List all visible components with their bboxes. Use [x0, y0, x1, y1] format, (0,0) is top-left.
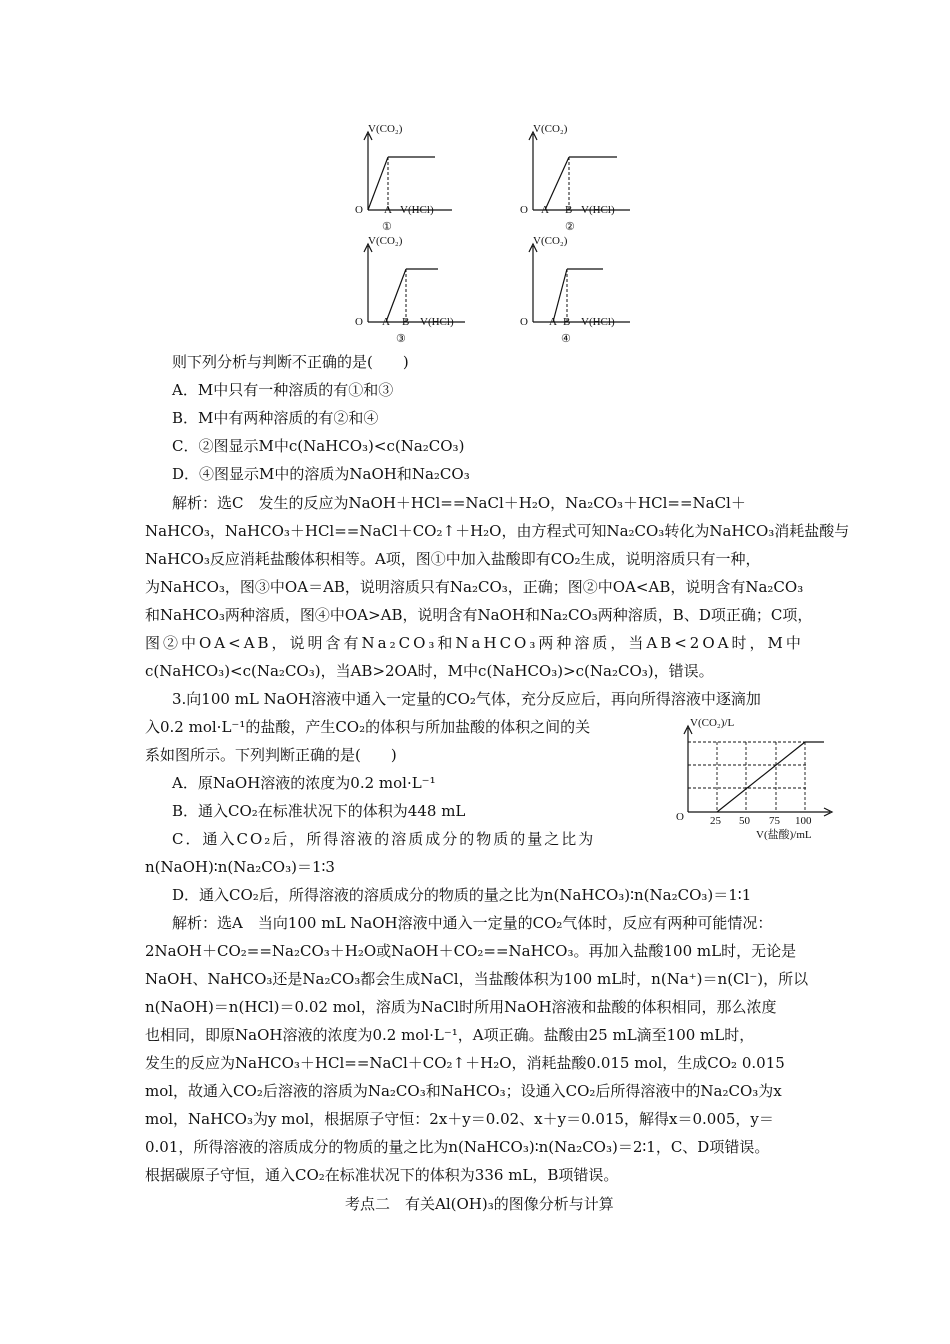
q3-option-b: B．通入CO₂在标准状况下的体积为448 mL	[172, 802, 466, 820]
graph-3-caption: ③	[396, 333, 406, 345]
graph-3-tick-a: A	[382, 316, 390, 328]
graph-1	[340, 120, 470, 235]
q3-analysis-line: 2NaOH＋CO₂==Na₂CO₃＋H₂O或NaOH＋CO₂==NaHCO₃。再加入盐酸100 mL时，无论是	[145, 942, 797, 960]
q2-option-d: D．④图显示M中的溶质为NaOH和Na₂CO₃	[172, 465, 470, 483]
graph-2-ylabel: V(CO₂)	[533, 123, 568, 135]
graph-4-xlabel: V(HCl)	[581, 316, 615, 328]
q2-stem: 则下列分析与判断不正确的是( )	[172, 353, 409, 371]
graph-2-caption: ②	[565, 221, 575, 233]
q3-analysis-line: mol，NaHCO₃为y mol，根据原子守恒：2x＋y＝0.02、x＋y＝0.015，解得x＝0.005，y＝	[145, 1110, 774, 1128]
q3-graph-xtick: 100	[795, 815, 812, 827]
q3-graph-origin: O	[676, 811, 684, 823]
q2-analysis-line: NaHCO₃反应消耗盐酸体积相等。A项，图①中加入盐酸即有CO₂生成，说明溶质只有一种，	[145, 550, 761, 568]
q3-option-a: A．原NaOH溶液的浓度为0.2 mol·L⁻¹	[172, 774, 436, 792]
graph-3-xlabel: V(HCl)	[420, 316, 454, 328]
graph-1-origin: O	[355, 204, 363, 216]
q3-analysis-line: mol，故通入CO₂后溶液的溶质为Na₂CO₃和NaHCO₃；设通入CO₂后所得溶液中的Na₂CO₃为x	[145, 1082, 782, 1100]
q2-analysis-line: c(NaHCO₃)<c(Na₂CO₃)，当AB>2OA时，M中c(NaHCO₃)>c(Na₂CO₃)，错误。	[145, 662, 714, 680]
graph-2	[505, 120, 645, 235]
graph-2-xlabel: V(HCl)	[581, 204, 615, 216]
graph-2-tick-b: B	[565, 204, 573, 216]
q3-graph-xlabel: V(盐酸)/mL	[756, 829, 812, 841]
q3-analysis-line: 根据碳原子守恒，通入CO₂在标准状况下的体积为336 mL，B项错误。	[145, 1166, 619, 1184]
q3-analysis-line: 也相同，即原NaOH溶液的浓度为0.2 mol·L⁻¹，A项正确。盐酸由25 mL滴至100 mL时，	[145, 1026, 755, 1044]
q3-graph-xtick: 25	[710, 815, 721, 827]
graph-2-origin: O	[520, 204, 528, 216]
q2-analysis-line: 解析：选C 发生的反应为NaOH＋HCl==NaCl＋H₂O，Na₂CO₃＋HCl==NaCl＋	[172, 494, 746, 512]
q3-graph-xtick: 50	[739, 815, 750, 827]
graph-1-tick-a: A	[384, 204, 392, 216]
q2-analysis-line: NaHCO₃，NaHCO₃＋HCl==NaCl＋CO₂↑＋H₂O，由方程式可知Na₂CO₃转化为NaHCO₃消耗盐酸与	[145, 522, 850, 540]
q3-analysis-line: 0.01，所得溶液的溶质成分的物质的量之比为n(NaHCO₃)∶n(Na₂CO₃)＝2∶1，C、D项错误。	[145, 1138, 770, 1156]
q3-analysis-line: 解析：选A 当向100 mL NaOH溶液中通入一定量的CO₂气体时，反应有两种可能情况：	[172, 914, 773, 932]
graph-4-origin: O	[520, 316, 528, 328]
q3-option-c: C．通入CO₂后，所得溶液的溶质成分的物质的量之比为	[172, 830, 596, 848]
q2-analysis-line: 为NaHCO₃，图③中OA＝AB，说明溶质只有Na₂CO₃，正确；图②中OA<AB，说明含有Na₂CO₃	[145, 578, 804, 596]
graph-4-tick-a: A	[549, 316, 557, 328]
q3-analysis-line: NaOH、NaHCO₃还是Na₂CO₃都会生成NaCl，当盐酸体积为100 mL时，n(Na⁺)＝n(Cl⁻)，所以	[145, 970, 809, 988]
q3-analysis-line: n(NaOH)＝n(HCl)＝0.02 mol，溶质为NaCl时所用NaOH溶液和盐酸的体积相同，那么浓度	[145, 998, 777, 1016]
q2-option-a: A．M中只有一种溶质的有①和③	[172, 381, 394, 399]
graph-1-caption: ①	[382, 221, 392, 233]
q3-stem-line: 入0.2 mol·L⁻¹的盐酸，产生CO₂的体积与所加盐酸的体积之间的关	[145, 718, 591, 736]
graph-1-ylabel: V(CO₂)	[368, 123, 403, 135]
graph-4-tick-b: B	[563, 316, 571, 328]
q2-analysis-line: 图②中OA<AB，说明含有Na₂CO₃和NaHCO₃两种溶质，当AB<2OA时，M中	[145, 634, 804, 652]
q3-option-c-cont: n(NaOH)∶n(Na₂CO₃)＝1∶3	[145, 858, 335, 876]
q3-stem-line: 系如图所示。下列判断正确的是( )	[145, 746, 397, 764]
graph-3-origin: O	[355, 316, 363, 328]
q2-option-b: B．M中有两种溶质的有②和④	[172, 409, 379, 427]
q3-stem-line: 3.向100 mL NaOH溶液中通入一定量的CO₂气体，充分反应后，再向所得溶液中逐滴加	[172, 690, 761, 708]
q3-graph-ylabel: V(CO₂)/L	[690, 717, 735, 729]
q2-option-c: C．②图显示M中c(NaHCO₃)<c(Na₂CO₃)	[172, 437, 465, 455]
q3-graph-xtick: 75	[769, 815, 780, 827]
graph-3-tick-b: B	[402, 316, 410, 328]
graph-4-caption: ④	[561, 333, 571, 345]
section-heading: 考点二 有关Al(OH)₃的图像分析与计算	[345, 1195, 614, 1213]
graph-3-ylabel: V(CO₂)	[368, 235, 403, 247]
graph-2-tick-a: A	[541, 204, 549, 216]
graph-4-ylabel: V(CO₂)	[533, 235, 568, 247]
graph-3	[340, 232, 470, 347]
graph-4	[505, 232, 645, 347]
q3-analysis-line: 发生的反应为NaHCO₃＋HCl==NaCl＋CO₂↑＋H₂O，消耗盐酸0.015 mol，生成CO₂ 0.015	[145, 1054, 785, 1072]
q3-graph	[672, 712, 842, 842]
graph-1-xlabel: V(HCl)	[400, 204, 434, 216]
q2-analysis-line: 和NaHCO₃两种溶质，图④中OA>AB，说明含有NaOH和Na₂CO₃两种溶质，B、D项正确；C项，	[145, 606, 813, 624]
q3-option-d: D．通入CO₂后，所得溶液的溶质成分的物质的量之比为n(NaHCO₃)∶n(Na₂CO₃)＝1∶1	[172, 886, 752, 904]
